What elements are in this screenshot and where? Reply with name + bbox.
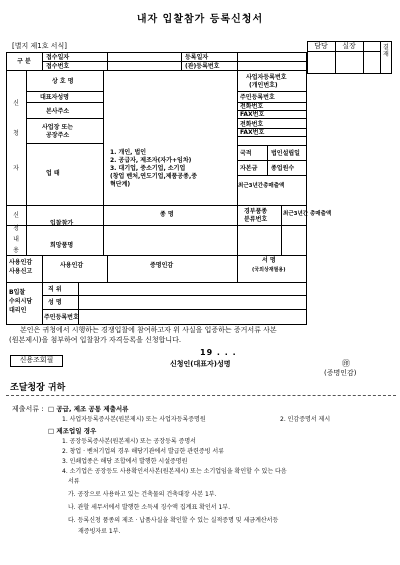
credit-check-label: 신용조회필 [19, 356, 54, 364]
rep-name-label: 대표자성명 [40, 94, 69, 101]
phone2-label: 전화번호 [240, 121, 264, 128]
agent-name-label: 성 명 [48, 299, 62, 306]
receipt-date-label: 접수일자 [46, 54, 70, 61]
biz-type-option-1: 1. 개인, 법인 [110, 149, 147, 156]
reg-no-label: (관)등록번호 [185, 63, 220, 70]
office-address-label-1: 사업장 또는 [42, 124, 74, 131]
docs-heading: 제출서류 : [12, 405, 44, 413]
nationality-label: 국적 [240, 150, 252, 157]
docs-mfg-item-9: 재증빙자료 1부. [78, 528, 121, 535]
biz-type-option-4: (창업 벤처,연도기업,제품공종,중 [110, 173, 198, 180]
biz-type-option-2: 2. 공급자, 제조자(자가+임차) [110, 157, 192, 164]
item-name-header: 종 명 [160, 211, 174, 218]
biz-reg-no-label: 사업자등록번호 [246, 74, 287, 81]
docs-common-item-2: 2. 인감증명서 제시 [280, 416, 331, 423]
docs-common-title: □ 공급, 제조 공통 제출서류 [48, 405, 129, 413]
employees-label: 종업원수 [271, 165, 295, 172]
resident-no-label: 주민등록번호 [240, 94, 275, 101]
agent-label-1: B입찰 [9, 289, 26, 296]
approval-chief: 실장 [342, 42, 356, 50]
hq-address-label: 본사주소 [46, 108, 70, 115]
form-number: [별지 제1호 서식] [12, 42, 67, 50]
bid-category-label: 입찰참가 [50, 220, 74, 227]
seal-label-1: 사용인감 [9, 259, 33, 266]
applicant-side-1: 신 [13, 100, 19, 107]
class-no-header-1: 경부품종 [244, 208, 268, 215]
docs-mfg-item-7: 나. 관할 세무서에서 발행한 소득세 징수액 집계표 확인서 1부. [68, 504, 230, 511]
applicant-side-2: 청 [13, 130, 19, 137]
desired-items-label: 희망품명 [50, 242, 74, 249]
docs-mfg-item-5: 서류 [68, 478, 80, 485]
docs-mfg-item-6: 가. 공장으로 사용하고 있는 건축물의 건축대장 사본 1부. [68, 491, 217, 498]
approval-decision: 결재 [383, 44, 389, 58]
bid-side-2: 청 [13, 225, 19, 232]
fax2-label: FAX번호 [240, 129, 265, 136]
agent-label-2: 수의시담 [9, 298, 33, 305]
capital-label: 자본금 [240, 165, 258, 172]
date-text: 19 . . . [200, 348, 237, 357]
biz-type-option-5: 혁단계) [110, 181, 131, 188]
applicant-sign-label: 신청인(대표자)성명 [170, 360, 231, 368]
biz-type-label: 업 태 [46, 170, 60, 177]
bid-side-4: 용 [13, 247, 19, 254]
sign-label: 서 명 [262, 257, 276, 264]
bid-side-3: 내 [13, 236, 19, 243]
bid-side-1: 신 [13, 212, 19, 219]
addressee: 조달청장 귀하 [10, 383, 66, 393]
docs-mfg-item-3: 3. 인쇄업종은 해당 조합에서 발행한 시설증명원 [62, 458, 188, 465]
docs-common-item-1: 1. 사업자등록증사본(원본제시) 또는 사업자등록증명원 [62, 416, 206, 423]
docs-mfg-item-4: 4. 소기업은 공장등도 사용확인서사본(원본제시) 또는 소기업임을 확인할 수 있는 다음 [62, 468, 287, 475]
biz-type-option-3: 3. 대기업, 중소기업, 소기업 [110, 165, 186, 172]
cert-seal-note: (증명인감) [324, 369, 357, 377]
declaration-line-1: 본인은 귀청에서 시행하는 경쟁입찰에 참여하고자 위 사실을 입증하는 증거서류 사본 [20, 326, 277, 334]
docs-mfg-item-1: 1. 공장등록증사본(원본제시) 또는 공장등록 증명서 [62, 438, 196, 445]
approval-staff: 담당 [314, 42, 328, 50]
recent-sales-header: 최근3년간 총매출액 [283, 211, 332, 217]
docs-mfg-item-8: 다. 등록신청 품종의 제조 · 납품사실을 확인할 수 있는 실적증명 및 세금계산서등 [68, 517, 279, 524]
receipt-no-label: 접수번호 [46, 63, 70, 70]
form-title: 내자 입찰참가 등록신청서 [136, 14, 264, 25]
biz-reg-no-sub: (개인번호) [249, 82, 278, 89]
category-label: 구 분 [17, 58, 31, 65]
declaration-line-2: (원본제시)을 첨부하여 입찰참가 자격등록을 신청합니다. [9, 336, 182, 344]
applicant-side-3: 자 [13, 165, 19, 172]
seal-col-label: 사용인감 [60, 262, 84, 269]
class-no-header-2: 분류번호 [244, 216, 268, 223]
recent-sales-label: 최근3년간총매출액 [238, 183, 285, 189]
seal-mark: ㊞ [342, 359, 350, 368]
sign-sub-label: (국외상재필용) [252, 267, 286, 273]
agent-position-label: 직 위 [48, 286, 62, 293]
reg-date-label: 등록일자 [185, 54, 209, 61]
corp-est-date-label: 법인설립일 [271, 150, 300, 157]
cert-seal-label: 증명인감 [150, 262, 174, 269]
fax-label: FAX번호 [240, 111, 265, 118]
phone-label: 전화번호 [240, 103, 264, 110]
agent-label-3: 대리인 [9, 307, 27, 314]
trade-name-label: 상 호 명 [52, 78, 74, 85]
docs-mfg-title: □ 제조업일 경우 [48, 427, 97, 435]
office-address-label-2: 공장주소 [46, 132, 70, 139]
agent-resident-no-label: 주민등록번호 [44, 314, 79, 321]
seal-label-2: 사용신고 [9, 268, 33, 275]
docs-mfg-item-2: 2. 창업 · 벤처기업의 경우 해당기관에서 발급한 관련증빙 서류 [62, 448, 224, 455]
